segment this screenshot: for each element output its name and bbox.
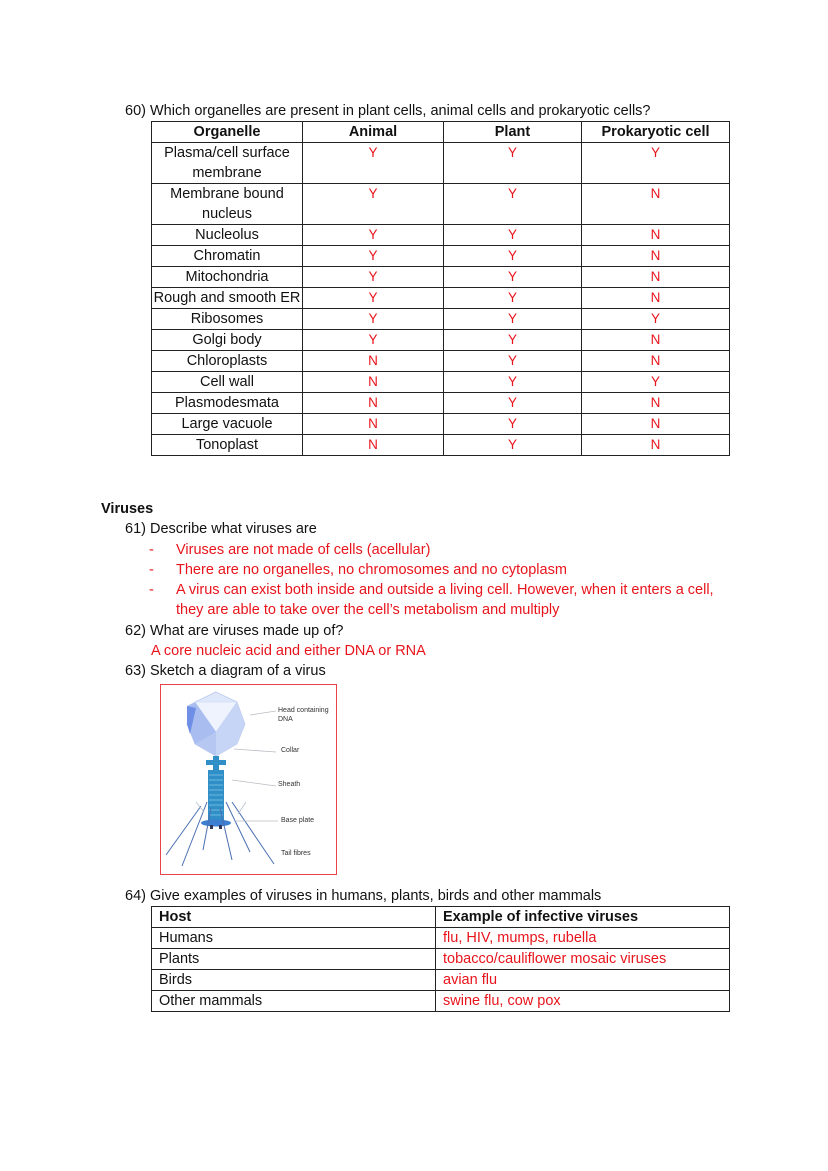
organelle-name: Mitochondria <box>152 267 303 288</box>
q63-heading <box>125 661 326 681</box>
prokaryotic-value: N <box>582 393 730 414</box>
host-name: Humans <box>152 928 436 949</box>
animal-value: Y <box>303 288 444 309</box>
table-row <box>152 372 730 393</box>
virus-hosts-table <box>151 906 730 1012</box>
animal-value: Y <box>303 246 444 267</box>
answer-text: There are no organelles, no chromosomes and no cytoplasm <box>176 562 567 578</box>
q60-question: Which organelles are present in plant cells, animal cells and prokaryotic cells? <box>150 103 651 119</box>
header-prokaryotic: Prokaryotic cell <box>582 122 730 143</box>
header-plant: Plant <box>444 122 582 143</box>
plant-value: Y <box>444 372 582 393</box>
answer-text: A virus can exist both inside and outside a living cell. However, when it enters a cell, they are able to take over the cell’s metabolism and multiply <box>176 582 714 618</box>
prokaryotic-value: N <box>582 184 730 225</box>
plant-value: Y <box>444 435 582 456</box>
organelle-table <box>151 121 730 456</box>
table-row <box>152 184 730 225</box>
virus-example: tobacco/cauliflower mosaic viruses <box>436 949 730 970</box>
animal-value: N <box>303 393 444 414</box>
bullet-dash: - <box>149 562 154 578</box>
organelle-name: Plasmodesmata <box>152 393 303 414</box>
q61-heading <box>125 519 317 539</box>
prokaryotic-value: N <box>582 225 730 246</box>
prokaryotic-value: N <box>582 267 730 288</box>
q61-question: Describe what viruses are <box>150 521 317 537</box>
header-organelle: Organelle <box>152 122 303 143</box>
organelle-name: Membrane bound nucleus <box>152 184 303 225</box>
organelle-name: Nucleolus <box>152 225 303 246</box>
q61-answers <box>149 540 729 620</box>
prokaryotic-value: Y <box>582 309 730 330</box>
organelle-name: Plasma/cell surface membrane <box>152 143 303 184</box>
plant-value: Y <box>444 351 582 372</box>
answer-item <box>149 540 729 560</box>
plant-value: Y <box>444 309 582 330</box>
organelle-name: Large vacuole <box>152 414 303 435</box>
q62-question: What are viruses made up of? <box>150 623 344 639</box>
q62-answer: A core nucleic acid and either DNA or RNA <box>151 643 426 659</box>
plant-value: Y <box>444 330 582 351</box>
label-base-plate: Base plate <box>281 817 315 824</box>
organelle-name: Ribosomes <box>152 309 303 330</box>
q60-heading <box>125 101 651 121</box>
plant-value: Y <box>444 393 582 414</box>
table-row <box>152 414 730 435</box>
label-head-line2: DNA <box>278 716 293 723</box>
label-collar: Collar <box>281 747 300 754</box>
plant-value: Y <box>444 414 582 435</box>
plant-value: Y <box>444 184 582 225</box>
virus-example: avian flu <box>436 970 730 991</box>
animal-value: N <box>303 372 444 393</box>
table-row <box>152 267 730 288</box>
prokaryotic-value: N <box>582 288 730 309</box>
plant-value: Y <box>444 267 582 288</box>
table-row <box>152 970 730 991</box>
host-name: Plants <box>152 949 436 970</box>
table-row <box>152 928 730 949</box>
q62-heading <box>125 621 343 641</box>
table-row <box>152 246 730 267</box>
table-row <box>152 435 730 456</box>
animal-value: N <box>303 351 444 372</box>
answer-item <box>149 560 729 580</box>
animal-value: Y <box>303 267 444 288</box>
label-tail-fibres: Tail fibres <box>281 850 311 857</box>
animal-value: N <box>303 435 444 456</box>
table-row <box>152 225 730 246</box>
table-row <box>152 330 730 351</box>
table-row <box>152 949 730 970</box>
virus-diagram <box>160 684 337 875</box>
prokaryotic-value: N <box>582 414 730 435</box>
organelle-name: Rough and smooth ER <box>152 288 303 309</box>
prokaryotic-value: N <box>582 351 730 372</box>
plant-value: Y <box>444 288 582 309</box>
q60-number: 60) <box>125 103 146 119</box>
answer-text: Viruses are not made of cells (acellular) <box>176 542 431 558</box>
organelle-name: Chromatin <box>152 246 303 267</box>
bullet-dash: - <box>149 582 154 598</box>
animal-value: N <box>303 414 444 435</box>
prokaryotic-value: N <box>582 330 730 351</box>
virus-example: flu, HIV, mumps, rubella <box>436 928 730 949</box>
bullet-dash: - <box>149 542 154 558</box>
host-name: Other mammals <box>152 991 436 1012</box>
prokaryotic-value: Y <box>582 372 730 393</box>
label-head <box>278 706 329 724</box>
prokaryotic-value: Y <box>582 143 730 184</box>
organelle-name: Chloroplasts <box>152 351 303 372</box>
animal-value: Y <box>303 309 444 330</box>
prokaryotic-value: N <box>582 246 730 267</box>
table-row <box>152 288 730 309</box>
organelle-name: Cell wall <box>152 372 303 393</box>
q63-number: 63) <box>125 663 146 679</box>
q62-number: 62) <box>125 623 146 639</box>
header-example: Example of infective viruses <box>436 907 730 928</box>
table-row <box>152 309 730 330</box>
q64-number: 64) <box>125 888 146 904</box>
table-row <box>152 351 730 372</box>
q61-number: 61) <box>125 521 146 537</box>
organelle-name: Golgi body <box>152 330 303 351</box>
plant-value: Y <box>444 143 582 184</box>
animal-value: Y <box>303 184 444 225</box>
animal-value: Y <box>303 143 444 184</box>
animal-value: Y <box>303 330 444 351</box>
organelle-table-header <box>152 122 730 143</box>
animal-value: Y <box>303 225 444 246</box>
label-head-line1: Head containing <box>278 707 329 714</box>
prokaryotic-value: N <box>582 435 730 456</box>
table-row <box>152 393 730 414</box>
virus-hosts-table-header <box>152 907 730 928</box>
section-heading-viruses: Viruses <box>101 501 154 517</box>
table-row <box>152 143 730 184</box>
plant-value: Y <box>444 246 582 267</box>
header-animal: Animal <box>303 122 444 143</box>
q64-question: Give examples of viruses in humans, plants, birds and other mammals <box>150 888 602 904</box>
plant-value: Y <box>444 225 582 246</box>
host-name: Birds <box>152 970 436 991</box>
table-row <box>152 991 730 1012</box>
answer-item <box>149 580 729 620</box>
virus-example: swine flu, cow pox <box>436 991 730 1012</box>
organelle-name: Tonoplast <box>152 435 303 456</box>
q63-question: Sketch a diagram of a virus <box>150 663 326 679</box>
q64-heading <box>125 886 601 906</box>
label-sheath: Sheath <box>278 781 301 788</box>
header-host: Host <box>152 907 436 928</box>
